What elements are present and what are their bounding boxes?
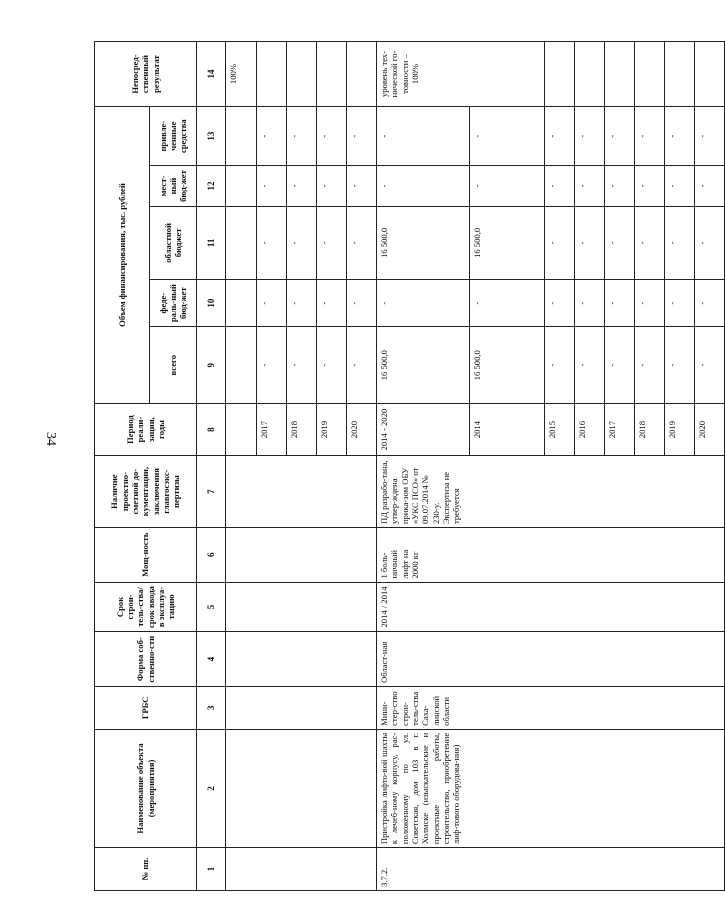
item-name: Пристройка лифто-вой шахты к лечеб-ному корпусу, рас-положенному по ул. Советская, дом 103 в г. Холмске (изыскательские и проектные работы, строительство, приобретение лиф-тового оборудова-ния) (377, 729, 725, 847)
header-grbs: ГРБС (95, 686, 197, 729)
local-cell: - (605, 166, 635, 207)
regional-cell: - (545, 206, 575, 279)
period-cell: 2016 (575, 403, 605, 455)
attracted-cell: - (695, 107, 725, 166)
prev-ownership-cell (226, 632, 377, 687)
attracted-cell (226, 107, 257, 166)
result-cell (287, 42, 317, 107)
attracted-cell: - (545, 107, 575, 166)
col-number: 2 (197, 729, 226, 847)
header-period: Период реали-зации, годы (95, 403, 197, 455)
header-local: мест-ный бюд-жет (150, 166, 197, 207)
total-cell (226, 327, 257, 404)
header-regional: областной бюджет (150, 206, 197, 279)
total-cell: - (695, 327, 725, 404)
attracted-cell: - (605, 107, 635, 166)
regional-cell: - (665, 206, 695, 279)
result-cell (695, 42, 725, 107)
period-cell: 2014 (470, 403, 545, 455)
col-number: 9 (197, 327, 226, 404)
total-cell: - (575, 327, 605, 404)
regional-cell: 16 500,0 (470, 206, 545, 279)
local-cell: - (665, 166, 695, 207)
result-cell (545, 42, 575, 107)
federal-cell: - (665, 279, 695, 327)
total-cell: - (605, 327, 635, 404)
col-number: 13 (197, 107, 226, 166)
header-funding: Объем финансирования, тыс. рублей (95, 107, 150, 404)
local-cell: - (575, 166, 605, 207)
attracted-cell: - (377, 107, 470, 166)
total-cell: - (287, 327, 317, 404)
local-cell: - (635, 166, 665, 207)
total-cell: 16 500,0 (377, 327, 470, 404)
period-cell: 2015 (545, 403, 575, 455)
federal-cell: - (575, 279, 605, 327)
col-number: 11 (197, 206, 226, 279)
col-number: 12 (197, 166, 226, 207)
col-number: 14 (197, 42, 226, 107)
total-cell: - (545, 327, 575, 404)
financing-table (94, 41, 725, 891)
result-cell (317, 42, 347, 107)
header-term: Срок строи-тель-ства/срок ввода в эксплуа-тацию (95, 582, 197, 632)
header-docs: Наличие проектно-сметной до-кументации, заключения главгосэкс-пертизы (95, 456, 197, 528)
header-federal: феде-раль-ный бюд-жет (150, 279, 197, 327)
period-cell: 2017 (257, 403, 287, 455)
federal-cell: - (287, 279, 317, 327)
prev-docs-cell (226, 456, 377, 528)
attracted-cell: - (575, 107, 605, 166)
period-cell: 2017 (605, 403, 635, 455)
col-number: 7 (197, 456, 226, 528)
prev-term-cell (226, 582, 377, 632)
federal-cell: - (635, 279, 665, 327)
federal-cell: - (347, 279, 377, 327)
item-result: уровень тех-нической го-товности – 100% (377, 42, 545, 107)
period-cell: 2019 (665, 403, 695, 455)
col-number: 6 (197, 528, 226, 583)
regional-cell: - (347, 206, 377, 279)
header-total: всего (150, 327, 197, 404)
result-cell (347, 42, 377, 107)
federal-cell: - (605, 279, 635, 327)
regional-cell: - (257, 206, 287, 279)
total-cell: - (317, 327, 347, 404)
regional-cell: - (575, 206, 605, 279)
result-cell (605, 42, 635, 107)
federal-cell: - (257, 279, 287, 327)
total-cell: - (665, 327, 695, 404)
period-cell (226, 403, 257, 455)
item-ownership: Област-ная (377, 632, 725, 687)
regional-cell: - (317, 206, 347, 279)
result-cell (575, 42, 605, 107)
result-cell (257, 42, 287, 107)
attracted-cell: - (317, 107, 347, 166)
attracted-cell: - (665, 107, 695, 166)
local-cell: - (377, 166, 470, 207)
table-row (226, 42, 257, 891)
local-cell: - (347, 166, 377, 207)
period-cell: 2014 - 2020 (377, 403, 470, 455)
col-number: 5 (197, 582, 226, 632)
result-cell (665, 42, 695, 107)
col-number: 10 (197, 279, 226, 327)
federal-cell: - (545, 279, 575, 327)
federal-cell: - (377, 279, 470, 327)
prev-grbs-cell (226, 686, 377, 729)
header-ownership: Форма соб-ственно-сти (95, 632, 197, 687)
rotated-page (94, 41, 707, 891)
item-term: 2014 / 2014 (377, 582, 725, 632)
regional-cell: - (605, 206, 635, 279)
regional-cell (226, 206, 257, 279)
prev-capacity-cell (226, 528, 377, 583)
regional-cell: - (695, 206, 725, 279)
result-cell (635, 42, 665, 107)
local-cell: - (317, 166, 347, 207)
local-cell (226, 166, 257, 207)
col-number: 1 (197, 848, 226, 891)
col-number: 8 (197, 403, 226, 455)
prev-name-cell (226, 729, 377, 847)
federal-cell (226, 279, 257, 327)
regional-cell: - (635, 206, 665, 279)
period-cell: 2018 (635, 403, 665, 455)
local-cell: - (287, 166, 317, 207)
item-grbs: Мини-стер-ство строи-тель-ства Саха-линской области (377, 686, 725, 729)
item-docs: ПД разрабо-тана, утвер-ждена прика-зом ОБУ «УКС ПСО» от 09.07.2014 № 230-у. Экспертиза не требуется (377, 456, 725, 528)
local-cell: - (257, 166, 287, 207)
col-number: 4 (197, 632, 226, 687)
attracted-cell: - (470, 107, 545, 166)
local-cell: - (545, 166, 575, 207)
period-cell: 2018 (287, 403, 317, 455)
total-cell: - (347, 327, 377, 404)
prev-num-cell (226, 848, 377, 891)
header-result: Непосред-ственный результат (95, 42, 197, 107)
table-row (377, 42, 470, 891)
header-num: № пп. (95, 848, 197, 891)
local-cell: - (470, 166, 545, 207)
period-cell: 2020 (695, 403, 725, 455)
total-cell: - (257, 327, 287, 404)
header-name: Наименование объекта (мероприятия) (95, 729, 197, 847)
attracted-cell: - (347, 107, 377, 166)
page-number: 34 (43, 432, 58, 446)
period-cell: 2020 (347, 403, 377, 455)
regional-cell: 16 500,0 (377, 206, 470, 279)
header-capacity: Мощ-ность (95, 528, 197, 583)
attracted-cell: - (257, 107, 287, 166)
attracted-cell: - (287, 107, 317, 166)
total-cell: - (635, 327, 665, 404)
attracted-cell: - (635, 107, 665, 166)
total-cell: 16 500,0 (470, 327, 545, 404)
item-num: 3.7.2. (377, 848, 725, 891)
federal-cell: - (317, 279, 347, 327)
period-cell: 2019 (317, 403, 347, 455)
result-cell: 100% (226, 42, 257, 107)
header-attracted: привле-ченные средства (150, 107, 197, 166)
col-number: 3 (197, 686, 226, 729)
federal-cell: - (695, 279, 725, 327)
item-capacity: 1 боль-ничный лифт на 2000 кг (377, 528, 725, 583)
federal-cell: - (470, 279, 545, 327)
regional-cell: - (287, 206, 317, 279)
local-cell: - (695, 166, 725, 207)
